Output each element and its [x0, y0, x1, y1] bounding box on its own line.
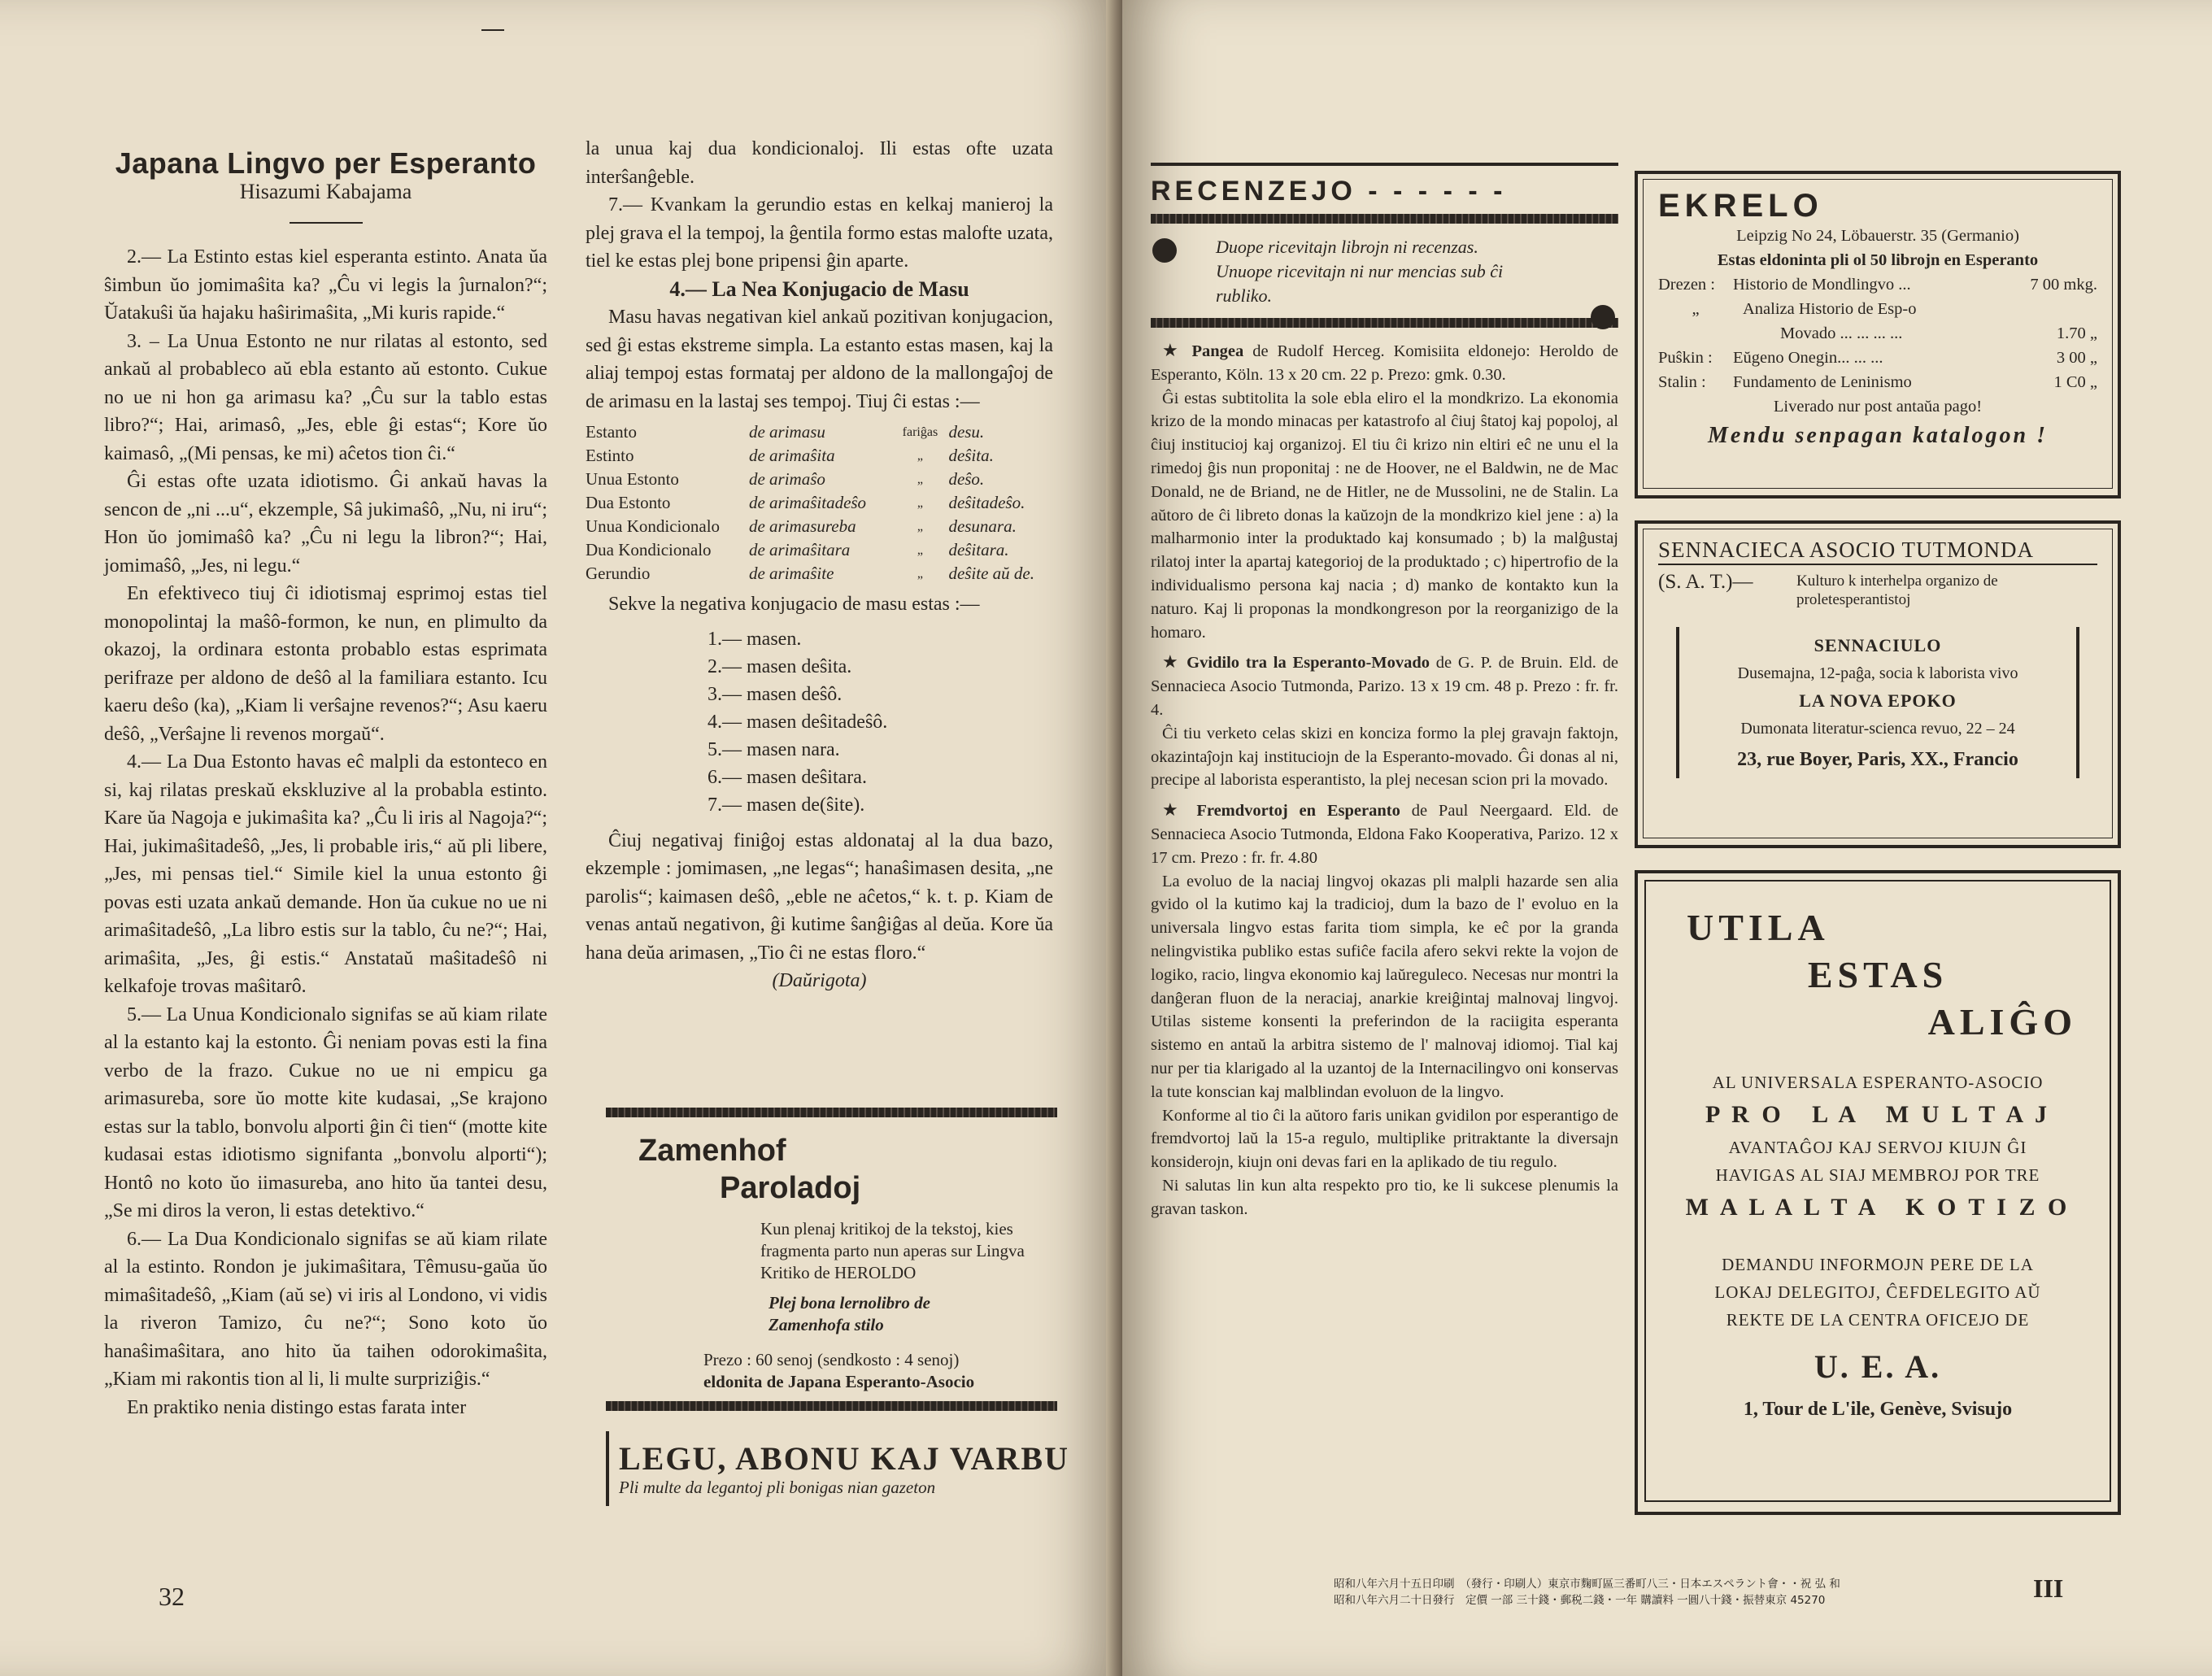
uea-line: HAVIGAS AL SIAJ MEMBROJ POR TRE — [1715, 1165, 2040, 1185]
mid-cell: „ — [917, 543, 923, 557]
ad-description: Kun plenaj kritikoj de la tekstoj, kies fragmenta parto nun aperas sur Lingva Kritiko de HEROLDO — [760, 1219, 1025, 1282]
uea-word-2: ESTAS — [1807, 954, 1949, 995]
ekrelo-ad — [1635, 171, 2121, 498]
book-title: Movado ... ... ... ... — [1780, 324, 1903, 342]
book-row — [1658, 272, 2097, 297]
note-2: Unuope ricevitajn ni nur mencias sub ĉi rubliko. — [1216, 261, 1504, 306]
ekrelo-address: Leipzig No 24, Löbauerstr. 35 (Germanio) — [1736, 227, 2019, 245]
note-1: Duope ricevitajn librojn ni recenzas. — [1216, 237, 1478, 257]
uea-word-1: UTILA — [1687, 907, 1830, 948]
sat-title: SENNACIECA ASOCIO TUTMONDA — [1658, 539, 2097, 565]
negative-list — [708, 625, 1053, 819]
table-row — [586, 538, 1053, 562]
nova-epoko-title: LA NOVA EPOKO — [1799, 690, 1957, 711]
book-author: Puŝkin : — [1658, 349, 1713, 367]
result-cell: deŝo. — [948, 469, 985, 489]
list-item: 5.— masen nara. — [708, 738, 840, 760]
tense-cell: Gerundio — [586, 564, 651, 583]
star-icon: ★ — [1162, 340, 1183, 360]
star-icon: ★ — [1162, 799, 1186, 821]
book-price: 1 C0 „ — [2053, 373, 2097, 391]
rule — [1151, 163, 1618, 166]
mid-cell: „ — [917, 496, 923, 510]
colophon-line: 昭和八年六月二十日發行 定價 一部 三十錢・郵税二錢・一年 購讀料 一圓八十錢・振替東京 45270 — [1334, 1594, 1826, 1607]
ad-tagline-2: Zamenhofa stilo — [769, 1315, 884, 1334]
uea-line: LOKAJ DELEGITOJ, ĈEFDELEGITO AŬ — [1714, 1282, 2041, 1302]
result-cell: desunara. — [948, 516, 1017, 536]
review-2 — [1151, 651, 1618, 721]
ad-tagline: Plej bona lernolibro de — [769, 1293, 930, 1313]
review-body: Ni salutas lin kun alta respekto pro tio, ke li sukcese plenumis la gravan taskon. — [1151, 1176, 1618, 1218]
tense-cell: Dua Kondicionalo — [586, 540, 712, 559]
mid-cell: fariĝas — [902, 425, 938, 439]
uea-line: AVANTAĜOJ KAJ SERVOJ KIUJN ĜI — [1728, 1138, 2027, 1157]
right-page — [1122, 0, 2212, 1676]
ekrelo-note: Liverado nur post antaŭa pago! — [1773, 398, 1983, 416]
nova-epoko-desc: Dumonata literatur-scienca revuo, 22 – 24 — [1740, 720, 2015, 738]
paragraph: 4.— La Dua Estonto havas eĉ malpli da estonteco en si, kaj rilatas preskaŭ ekskluzive al la probabla estinto. Kare ŭa Nagoja e jukimaŝita ka? „Ĉu li iris al Nagoja?“; Hai, jukimaŝitadeŝô, „Jes, li probable iris,“ aŭ pli libere, „Jes, mi pensas tiel.“ Simile kiel la unua estonto ĝi povas esti uzata ankaŭ demande. Hon ŭa cukue no ue ni arimaŝitadeŝô, „La libro estis sur la tablo, ĉu ne?“; Hai, arimaŝita, „Jes, ĝi estis.“ Anstataŭ maŝitadeŝô ni kelkafoje trovas maŝitarô. — [104, 751, 547, 997]
colophon — [1334, 1576, 1952, 1609]
legu-headline: LEGU, ABONU KAJ VARBU — [619, 1440, 1069, 1477]
reviews — [1151, 339, 1618, 1221]
uea-line: AL UNIVERSALA ESPERANTO-ASOCIO — [1712, 1073, 2044, 1092]
paragraph: Ĉiuj negativaj finiĝoj estas aldonataj al la dua bazo, ekzemple : jomimasen, „ne legas“; hanaŝimasen desita, „ne parolis“; kaimasen deŝô, „eble ne aĉetos,“ k. t. p. Kiam de venas antaŭ negativon, ĝi kutime ŝanĝiĝas al deŭa. Kore ŭa hana deŭa arimasen, „Tio ĉi ne estas floro.“ — [586, 829, 1053, 964]
uea-line: M A L A L T A K O T I Z O — [1685, 1194, 2070, 1221]
review-body: Ĉi tiu verketo celas skizi en konciza formo la plej gravajn faktojn, okazintaĵojn kaj instituciojn de la Esperanto-movado. Ĝi donas al ni, precipe al laborista esperantisto, la plej necesan scion pri la movado. — [1151, 724, 1618, 790]
form-cell: de arimaŝo — [748, 469, 825, 489]
list-item: 3.— masen deŝô. — [708, 683, 843, 705]
book-title: Analiza Historio de Esp-o — [1743, 300, 1917, 318]
recenzejo-section — [1151, 163, 1618, 1221]
uea-line: P R O L A M U L T A J — [1705, 1101, 2050, 1128]
rule — [1151, 318, 1618, 328]
table-row — [586, 444, 1053, 468]
uea-org: U. E. A. — [1814, 1348, 1942, 1385]
legu-subline: Pli multe da legantoj pli bonigas nian gazeton — [619, 1478, 936, 1497]
title-rule — [290, 222, 363, 224]
tense-cell: Dua Estonto — [586, 493, 671, 512]
tense-cell: Estanto — [586, 422, 637, 442]
review-byline: de Paul Neergaard. Eld. de Sennacieca Asocio Tutmonda, Eldona Fako Kooperativa, Parizo. 12 x 17 cm. Prezo : fr. fr. 4.80 — [1151, 802, 1618, 867]
paragraph: 6.— La Dua Kondicionalo signifas se aŭ kiam rilate al la estinto. Rondon je jukimaŝitara, Têmusu-gaŭa ŭo mimaŝitadeŝô, „Kiam (aŭ se) vi iris al Londono, vi vidis la riveron Tamizo, ĉu ne?“; Sono koto ŭo hanaŝimaŝitara, ano hito ŭa taihen odorokimaŝita, „Kiam mi rakontis tion al li, li multe surpriziĝis.“ — [104, 1228, 547, 1390]
paragraph: Ĝi estas ofte uzata idiotismo. Ĝi ankaŭ havas la sencon de „ni ...u“, ekzemple, Sâ jukimaŝô, „Nu, ni iru“; Hon ŭo jomimaŝô ka? „Ĉu ni legu la libron?“; Hai, jomimaŝô, „Jes, ni legu.“ — [104, 471, 547, 577]
form-cell: de arimaŝita — [748, 446, 835, 465]
bullet-icon — [1152, 238, 1177, 263]
form-cell: de arimaŝitadeŝo — [748, 493, 867, 512]
table-row — [586, 491, 1053, 515]
ad-title-1: Zamenhof — [638, 1134, 786, 1168]
uea-ad — [1635, 870, 2121, 1515]
uea-line: REKTE DE LA CENTRA OFICEJO DE — [1726, 1310, 2030, 1330]
uea-line: DEMANDU INFORMOJN PERE DE LA — [1722, 1255, 2034, 1274]
conjugation-table — [586, 420, 1053, 586]
list-item: 7.— masen de(ŝite). — [708, 794, 865, 816]
ad-price: Prezo : 60 senoj (sendkosto : 4 senoj) — [703, 1350, 960, 1369]
zamenhof-ad — [606, 1108, 1057, 1411]
book-price: 7 00 mkg. — [2030, 276, 2097, 294]
book-row — [1658, 346, 2097, 370]
sat-publications — [1676, 627, 2079, 778]
section-heading: 4.— La Nea Konjugacio de Masu — [669, 276, 969, 301]
list-item: 2.— masen deŝita. — [708, 655, 852, 677]
tense-cell: Unua Kondicionalo — [586, 516, 721, 536]
continued-note: (Daŭrigota) — [772, 970, 867, 991]
colophon-line: 昭和八年六月十五日印刷 （發行・印刷人）東京市麴町區三番町八三・日本エスペラント會・・祝 弘 和 — [1334, 1578, 1840, 1591]
sennaciulo-title: SENNACIULO — [1814, 635, 1942, 655]
review-title: Gvidilo tra la Esperanto-Movado — [1187, 654, 1430, 673]
book-title: Fundamento de Leninismo — [1733, 373, 1912, 391]
page-number: III — [2033, 1574, 2064, 1603]
review-body: La evoluo de la naciaj lingvoj okazas pli malpli hazarde sen alia gvido ol la kutimo kaj la tradicioj, dum la bazo de l' evoluo en la universala lingvo estas farita tiom simpla, ke eĉ por la granda nelingvistika publiko estas sufiĉe facila afero sekvi rekte la vojon de logiko, racio, lingva ekonomio kaj laŭreguleco. Necesas nur montri la danĝeran fluon de la neraciaj, anarkie kreiĝintaj malnovaj lingvoj. Utilas sisteme konsenti la preferindon de la raciigita esperanta sistemo en antaŭ la arbitra sistemo de l' malnovaj idiomoj. Tial kaj nur per tia klarigado al la uzantoj de la Internacilingvo oni konservas la tute konscian kaj malblindan evoluon de la lingvo. — [1151, 872, 1618, 1101]
paragraph: Masu havas negativan kiel ankaŭ pozitivan konjugacion, sed ĝi estas ekstreme simpla. La estanto estas masen, kaj la aliaj tempoj estas formataj per aldono de la mallongaĵoj de de arimasu en la lastaj ses tempoj. Tiuj ĉi estas :— — [586, 307, 1053, 412]
tense-cell: Unua Estonto — [586, 469, 679, 489]
review-title: Fremdvortoj en Esperanto — [1196, 802, 1400, 821]
table-row — [586, 515, 1053, 538]
paragraph: 2.— La Estinto estas kiel esperanta estinto. Anata ŭa ŝimbun ŭo jomimaŝita ka? „Ĉu vi legis la ĵurnalon?“; Ŭatakuŝi ŭa hajaku haŝirimaŝita, „Mi kuris rapide.“ — [104, 246, 547, 324]
table-row — [586, 468, 1053, 491]
review-body: Konforme al tio ĉi la aŭtoro faris unikan gvidilon por esperantigo de fremdvortoj laŭ la 15-a regulo, multiplike pritraktante la diversajn konsiderojn, kiujn oni devas fari en la aplikado de tiu regulo. — [1151, 1106, 1618, 1172]
sat-address: 23, rue Boyer, Paris, XX., Francio — [1737, 749, 2018, 770]
list-item: 4.— masen deŝitadeŝô. — [708, 711, 888, 733]
form-cell: de arimasureba — [748, 516, 856, 536]
top-mark — [481, 29, 504, 31]
book-price: 3 00 „ — [2056, 349, 2097, 367]
ekrelo-cta: Mendu senpagan katalogon ! — [1708, 423, 2048, 448]
sat-description: Kulturo k interhelpa organizo de proletesperantistoj — [1796, 572, 1998, 608]
uea-address: 1, Tour de L'ile, Genève, Svisujo — [1743, 1399, 2013, 1420]
sennaciulo-desc: Dusemajna, 12-paĝa, socia k laborista vivo — [1737, 664, 2018, 682]
book-row — [1658, 321, 2097, 346]
book-title: Eŭgeno Onegin... ... ... — [1733, 349, 1883, 367]
rule — [1151, 214, 1618, 224]
list-item: 6.— masen deŝitara. — [708, 766, 867, 788]
result-cell: deŝita. — [948, 446, 994, 465]
ad-bar-top — [606, 1108, 1057, 1117]
ekrelo-tagline: Estas eldoninta pli ol 50 librojn en Esperanto — [1717, 251, 2039, 269]
book-author: Drezen : — [1658, 276, 1715, 294]
tense-cell: Estinto — [586, 446, 634, 465]
article-author: Hisazumi Kabajama — [239, 179, 412, 203]
review-title: Pangea — [1191, 342, 1244, 360]
ad-publisher: eldonita de Japana Esperanto-Asocio — [703, 1372, 975, 1391]
review-body: Ĝi estas subtitolita la sole ebla eliro el la mondkrizo. La ekonomia krizo de la mondo minacas per katastrofo al ĉiuj ŝtatoj kaj popoloj, al ĉiuj institucioj kaj organizoj. El tiu ĉi krizo nin eltiri eĉ ne unu el la rimedoj ĝis nun proponitaj : ne de Hoover, ne el Baldwin, ne de Mac Donald, ne de Briand, ne de Hitler, ne de Mussolini, ne de Stalin. La aŭtoro de ĉi libreto donas la kaŭzojn de la mondkrizo kiel jene : a) la malharmonio inter la produktado kaj konsumado ; b) la malĝustaj rilatoj inter la apartaj kategorioj de la produktado ; c) hipertrofio de la individualismo persona kaj nacia ; d) manko de kontakto kun la naturo. Kaj li proponas la mondkongreson por la reorganizigo de la homaro. — [1151, 389, 1618, 642]
list-item: 1.— masen. — [708, 628, 802, 650]
sat-abbrev: (S. A. T.)— — [1658, 571, 1753, 593]
ad-title-2: Paroladoj — [720, 1171, 861, 1205]
paragraph: En praktiko nenia distingo estas farata inter — [127, 1396, 467, 1418]
ekrelo-title: EKRELO — [1658, 188, 1823, 224]
form-cell: de arimasu — [748, 422, 825, 442]
paragraph: En efektiveco tiuj ĉi idiotismaj esprimoj estas tiel monopolintaj la maŝô-formon, ke nun, en plimulto da okazoj, la ordinara estonta probablo estas esprimata perifraze per aldono de deŝô al la familiara estanto. Icu kaeru deŝo (ka), „Kiam li verŝajne revenos?“; Asu kaeru deŝô, „Verŝajne li revenos morgaŭ“. — [104, 583, 547, 745]
mid-cell: „ — [917, 567, 923, 581]
table-row — [586, 562, 1053, 586]
left-column-1 — [104, 146, 547, 1421]
mid-cell: „ — [917, 520, 923, 533]
ad-bar-bottom — [606, 1401, 1057, 1411]
table-row — [586, 420, 1053, 444]
result-cell: desu. — [948, 422, 985, 442]
bullet-icon — [1591, 305, 1615, 329]
form-cell: de arimaŝite — [748, 564, 834, 583]
review-3 — [1151, 799, 1618, 869]
article-title: Japana Lingvo per Esperanto — [115, 146, 537, 180]
book-row — [1658, 297, 2097, 321]
recenzejo-notes — [1151, 224, 1618, 318]
paragraph: 3. – La Unua Estonto ne nur rilatas al estonto, sed ankaŭ al probableco aŭ ebla estanto aŭ estonto. Cukue no ue ni hon ga arimasu ka? „Ĉu sur la tablo estas libro?“; Hai, arimasô, „Jes, eble ĝi estas“; Kore ŭo kaimasô, „(Mi pensas, ke mi) aĉetos tion ĉi.“ — [104, 330, 547, 464]
mid-cell: „ — [917, 449, 923, 463]
review-byline: de Rudolf Herceg. Komisiita eldonejo: Heroldo de Esperanto, Köln. 13 x 20 cm. 22 p. Prezo: gmk. 0.30. — [1151, 342, 1619, 384]
paragraph: 7.— Kvankam la gerundio estas en kelkaj manieroj la plej grava el la tempoj, la ĝentila formo estas malofte uzata, tiel ke estas plej bone pripensi ĝin aparte. — [586, 194, 1053, 272]
paragraph: Sekve la negativa konjugacio de masu estas :— — [608, 594, 980, 615]
star-icon: ★ — [1162, 651, 1181, 673]
book-price: 1.70 „ — [2056, 324, 2097, 342]
uea-word-3: ALIĜO — [1927, 1001, 2077, 1043]
legu-ad — [606, 1431, 1092, 1506]
book-author: „ — [1692, 300, 1700, 318]
paragraph: 5.— La Unua Kondicionalo signifas se aŭ kiam rilate al la estanto kaj la estonto. Ĝi neniam povas esti la fina verbo de la frazo. Cukue no ue ni empicu ga arimasureba, sore ŭo motte kite kudasai, „Se krajono estas sur la tablo, bonvolu alporti ĝin ĉi tien“ (motte kite kudasai estas idiotismo signifanta „bonvolu alporti“); Hontô no koto ŭo iimasureba, ano hito ŭa tantei desu, „Se mi diros la veron, li estas detektivo.“ — [104, 1003, 547, 1221]
review-1 — [1151, 339, 1618, 387]
mid-cell: „ — [917, 472, 923, 486]
book-title: Historio de Mondlingvo ... — [1733, 276, 1911, 294]
sat-intro — [1658, 572, 2097, 609]
recenzejo-header: RECENZEJO - - - - - - — [1151, 176, 1507, 207]
left-column-2 — [586, 135, 1053, 995]
book-row — [1658, 370, 2097, 394]
result-cell: deŝite aŭ de. — [948, 564, 1034, 583]
page-number: 32 — [159, 1582, 185, 1611]
review-byline: de G. P. de Bruin. Eld. de Sennacieca Asocio Tutmonda, Parizo. 13 x 19 cm. 48 p. Prezo : fr. fr. 4. — [1151, 654, 1618, 719]
sat-ad — [1635, 520, 2121, 848]
form-cell: de arimaŝitara — [748, 540, 851, 559]
result-cell: deŝitara. — [948, 540, 1009, 559]
paragraph: la unua kaj dua kondicionaloj. Ili estas ofte uzata interŝanĝeble. — [586, 138, 1053, 188]
result-cell: deŝitadeŝo. — [948, 493, 1025, 512]
book-author: Stalin : — [1658, 373, 1706, 391]
